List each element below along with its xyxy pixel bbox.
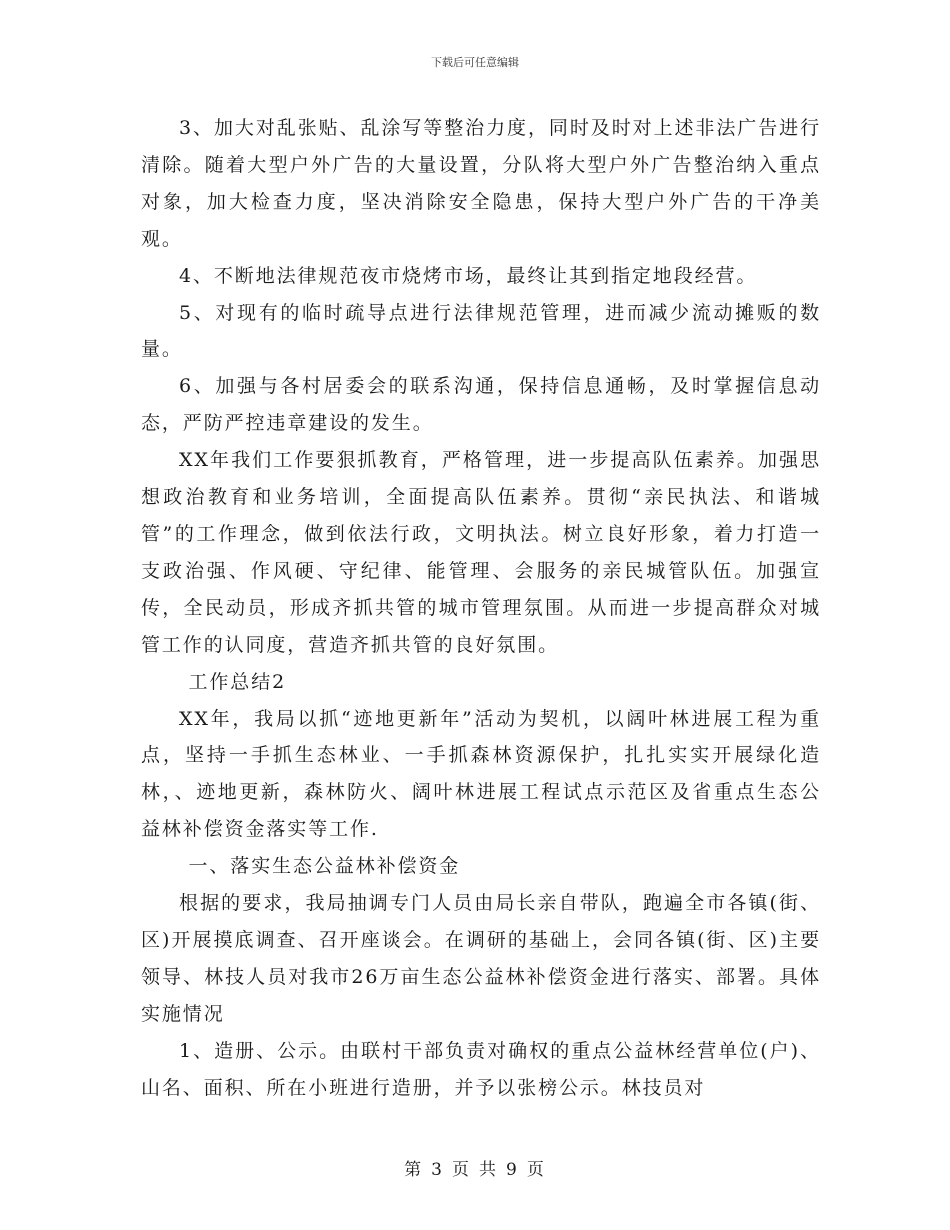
page-footer: [0, 1155, 950, 1180]
footer-middle: 页: [452, 1160, 471, 1180]
header-note: 下载后可任意编辑: [431, 56, 519, 69]
paragraph-item-6: 6、加强与各村居委会的联系沟通，保持信息通畅，及时掌握信息动态，严防严控违章建设的发生。: [141, 375, 821, 435]
paragraph-item-3: 3、加大对乱张贴、乱涂写等整治力度，同时及时对上述非法广告进行清除。随着大型户外广告的大量设置，分队将大型户外广告整治纳入重点对象，加大检查力度，坚决消除安全隐患，保持大型户外广告的干净美观。: [141, 117, 821, 250]
paragraph-intro: XX年，我局以抓“迹地更新年”活动为契机，以阔叶林进展工程为重点，坚持一手抓生态林业、一手抓森林资源保护，扎扎实实开展绿化造林，、迹地更新，森林防火、阔叶林进展工程试点示范区及省重点生态公益林补偿资金落实等工作.: [141, 707, 821, 841]
paragraph-plan: XX年我们工作要狠抓教育，严格管理，进一步提高队伍素养。加强思想政治教育和业务培训，全面提高队伍素养。贯彻“亲民执法、和谐城管”的工作理念，做到依法行政，文明执法。树立良好形象，着力打造一支政治强、作风硬、守纪律、能管理、会服务的亲民城管队伍。加强宣传，全民动员，形成齐抓共管的城市管理氛围。从而进一步提高群众对城管工作的认同度，营造齐抓共管的良好氛围。: [141, 449, 821, 656]
paragraph-survey: 根据的要求，我局抽调专门人员由局长亲自带队，跑遍全市各镇(街、区)开展摸底调查、召开座谈会。在调研的基础上，会同各镇(街、区)主要领导、林技人员对我市26万亩生态公益林补偿资金进行落实、部署。具体实施情况: [141, 892, 821, 1025]
paragraph-item-5: 5、对现有的临时疏导点进行法律规范管理，进而减少流动摊贩的数量。: [141, 301, 821, 361]
footer-prefix: 第: [404, 1160, 424, 1180]
paragraph-register: 1、造册、公示。由联村干部负责对确权的重点公益林经营单位(户)、山名、面积、所在小班进行造册，并予以张榜公示。林技员对: [141, 1039, 821, 1099]
section-heading-1: 一、落实生态公益林补偿资金: [188, 855, 461, 878]
paragraph-item-4: 4、不断地法律规范夜市烧烤市场，最终让其到指定地段经营。: [179, 264, 758, 287]
page-number-total: 9: [506, 1160, 519, 1180]
section-title-summary-2: 工作总结2: [188, 670, 287, 693]
footer-suffix: 页: [526, 1160, 546, 1180]
page-number-current: 3: [431, 1160, 444, 1180]
footer-joiner: 共: [479, 1160, 498, 1180]
document-body: [141, 110, 821, 1106]
